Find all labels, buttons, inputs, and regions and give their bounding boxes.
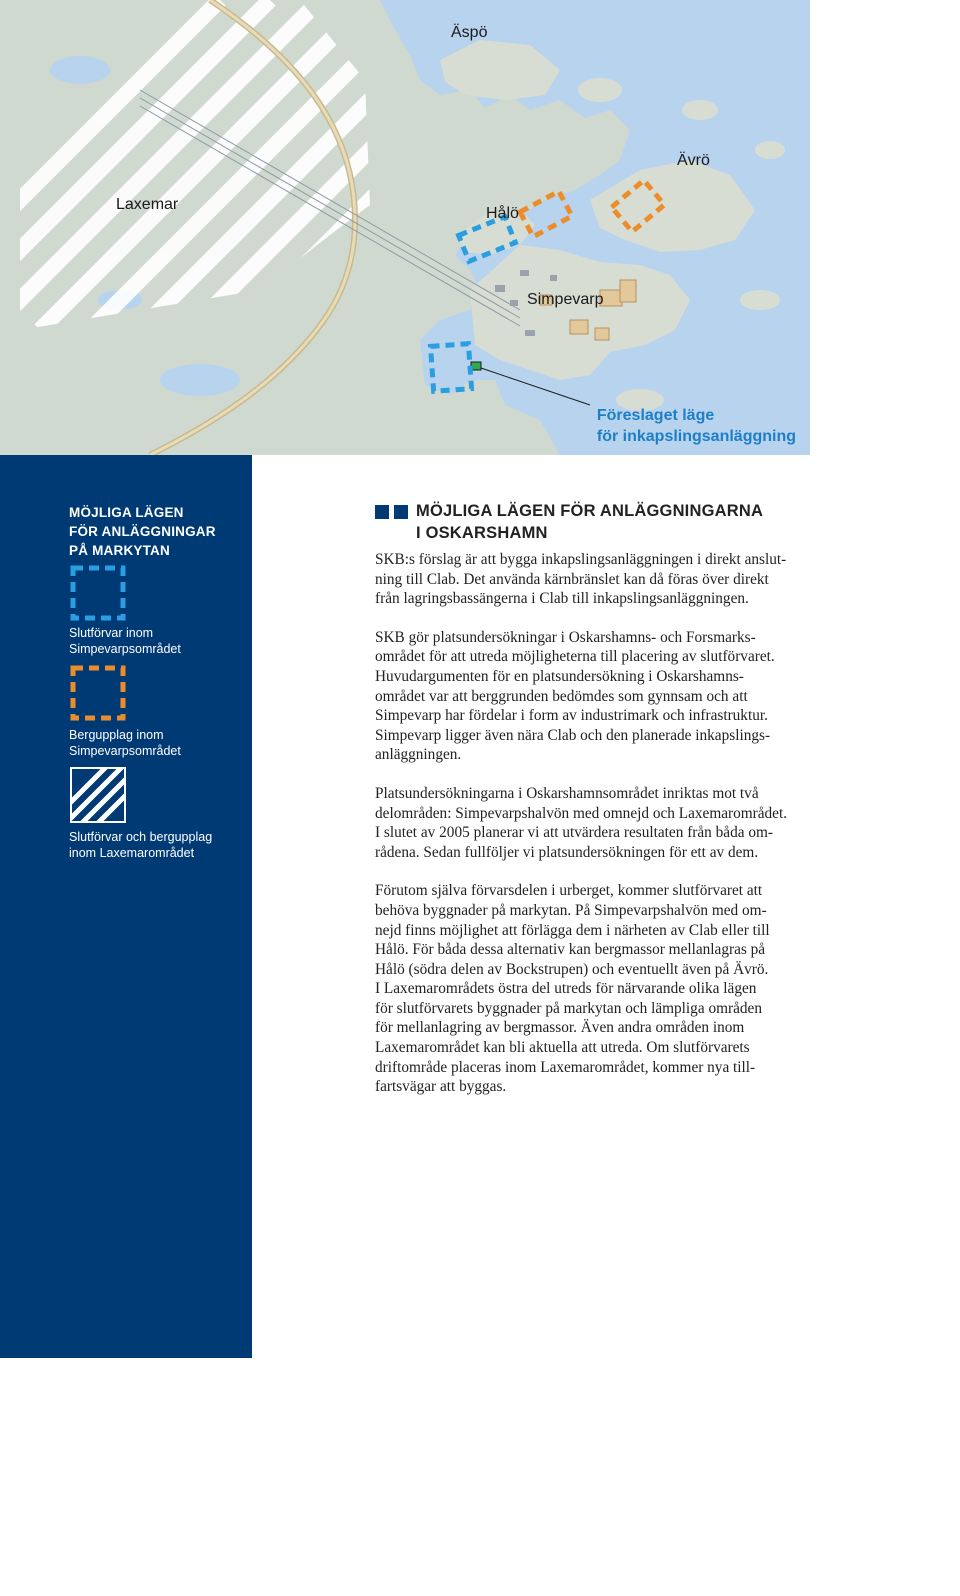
map-label-laxemar: Laxemar	[116, 196, 179, 213]
lake	[50, 56, 110, 84]
text-line: anläggningen.	[375, 746, 462, 764]
legend-label-line: Slutförvar och bergupplag	[69, 830, 213, 844]
legend-sidebar	[0, 455, 252, 1596]
islet	[740, 290, 780, 310]
orange-dashed-square-icon	[70, 665, 126, 721]
map-label-avro: Ävrö	[677, 152, 710, 169]
text-line: området för att utreda möjligheterna till placering av slutförvaret.	[375, 648, 775, 666]
map-label-simpevarp: Simpevarp	[527, 291, 604, 308]
paragraph	[375, 628, 811, 765]
map-caption	[597, 405, 796, 447]
text-line: SKB gör platsundersökningar i Oskarshamns- och Forsmarks-	[375, 628, 756, 646]
paragraph	[375, 784, 811, 862]
article-heading-line: MÖJLIGA LÄGEN FÖR ANLÄGGNINGARNA	[416, 502, 764, 520]
text-line: Hålö. För båda dessa alternativ kan bergmassor mellanlagras på	[375, 941, 766, 959]
text-line: behöva byggnader på markytan. På Simpevarpshalvön med om-	[375, 901, 767, 919]
legend-label-slutforvar-simpevarp	[69, 625, 181, 657]
text-line: nejd finns möjlighet att förlägga dem i närheten av Clab eller till	[375, 921, 770, 939]
legend-label-line: Simpevarpsområdet	[69, 744, 181, 758]
text-line: SKB:s förslag är att bygga inkapslingsanläggningen i direkt anslut-	[375, 551, 787, 568]
legend-heading-line: FÖR ANLÄGGNINGAR	[69, 524, 216, 539]
page-number: SID 4	[70, 1581, 106, 1596]
text-line: delområden: Simpevarpshalvön med omnejd och Laxemarområdet.	[375, 804, 788, 822]
legend-label-line: inom Laxemarområdet	[69, 846, 195, 860]
text-line: Huvudargumenten för en platsundersökning i Oskarshamns-	[375, 667, 744, 685]
lake	[160, 364, 240, 396]
text-line: I slutet av 2005 planerar vi att utvärdera resultaten från båda om-	[375, 824, 773, 842]
text-line: Laxemarområdet kan bli aktuella att utreda. Om slutförvarets	[375, 1039, 750, 1057]
legend-label-laxemar	[69, 829, 212, 861]
article-heading	[375, 500, 811, 544]
map-caption-line: för inkapslingsanläggning	[596, 428, 796, 445]
text-line: driftområde placeras inom Laxemarområdet, kommer nya till-	[375, 1058, 756, 1076]
text-line: Förutom själva förvarsdelen i urberget, kommer slutförvaret att	[375, 882, 763, 900]
legend-heading-line: PÅ MARKYTAN	[69, 543, 170, 558]
legend-heading-line: MÖJLIGA LÄGEN	[69, 505, 184, 520]
article-heading-line: I OSKARSHAMN	[416, 524, 548, 542]
text-line: Platsundersökningarna i Oskarshamnsområdet inriktas mot två	[375, 784, 759, 802]
article	[375, 500, 811, 1116]
location-map	[0, 0, 810, 455]
map-label-aspo: Äspö	[451, 24, 488, 41]
text-line: från lagringsbassängerna i Clab till inkapslingsanläggningen.	[375, 590, 749, 608]
text-line: Hålö (södra delen av Bockstrupen) och eventuellt även på Ävrö.	[375, 960, 769, 978]
text-line: för mellanlagring av bergmassor. Även andra områden inom	[375, 1019, 745, 1037]
legend-label-bergupplag-simpevarp	[69, 727, 181, 759]
bullet-square-icon	[375, 505, 389, 519]
text-line: fartsvägar att byggas.	[375, 1078, 507, 1096]
paragraph	[375, 881, 811, 1097]
blue-dashed-square-icon	[70, 565, 126, 621]
islet	[578, 78, 622, 102]
map-graphic	[0, 0, 810, 455]
text-line: ning till Clab. Det använda kärnbränslet kan då föras över direkt	[375, 570, 769, 588]
islet	[682, 100, 718, 120]
text-line: för slutförvarets byggnader på markytan och lämpliga områden	[375, 999, 762, 1017]
text-line: området var att berggrunden bedömdes som gynnsam och att	[375, 687, 748, 705]
legend-label-line: Simpevarpsområdet	[69, 642, 181, 656]
map-label-halo: Hålö	[486, 205, 519, 222]
islet	[755, 141, 785, 159]
text-line: I Laxemarområdets östra del utreds för närvarande olika lägen	[375, 980, 757, 998]
hatched-square-icon	[70, 767, 126, 823]
legend-label-line: Bergupplag inom	[69, 728, 164, 742]
legend-heading	[69, 503, 216, 560]
bullet-square-icon	[394, 505, 408, 519]
text-line: Simpevarp har fördelar i form av industrimark och infrastruktur.	[375, 707, 768, 725]
text-line: Simpevarp ligger även nära Clab och den planerade inkapslings-	[375, 726, 771, 744]
paragraph	[375, 550, 811, 609]
legend-label-line: Slutförvar inom	[69, 626, 154, 640]
map-caption-line: Föreslaget läge	[596, 407, 715, 424]
text-line: rådena. Sedan fullföljer vi platsundersökningen för ett av dem.	[375, 843, 759, 861]
